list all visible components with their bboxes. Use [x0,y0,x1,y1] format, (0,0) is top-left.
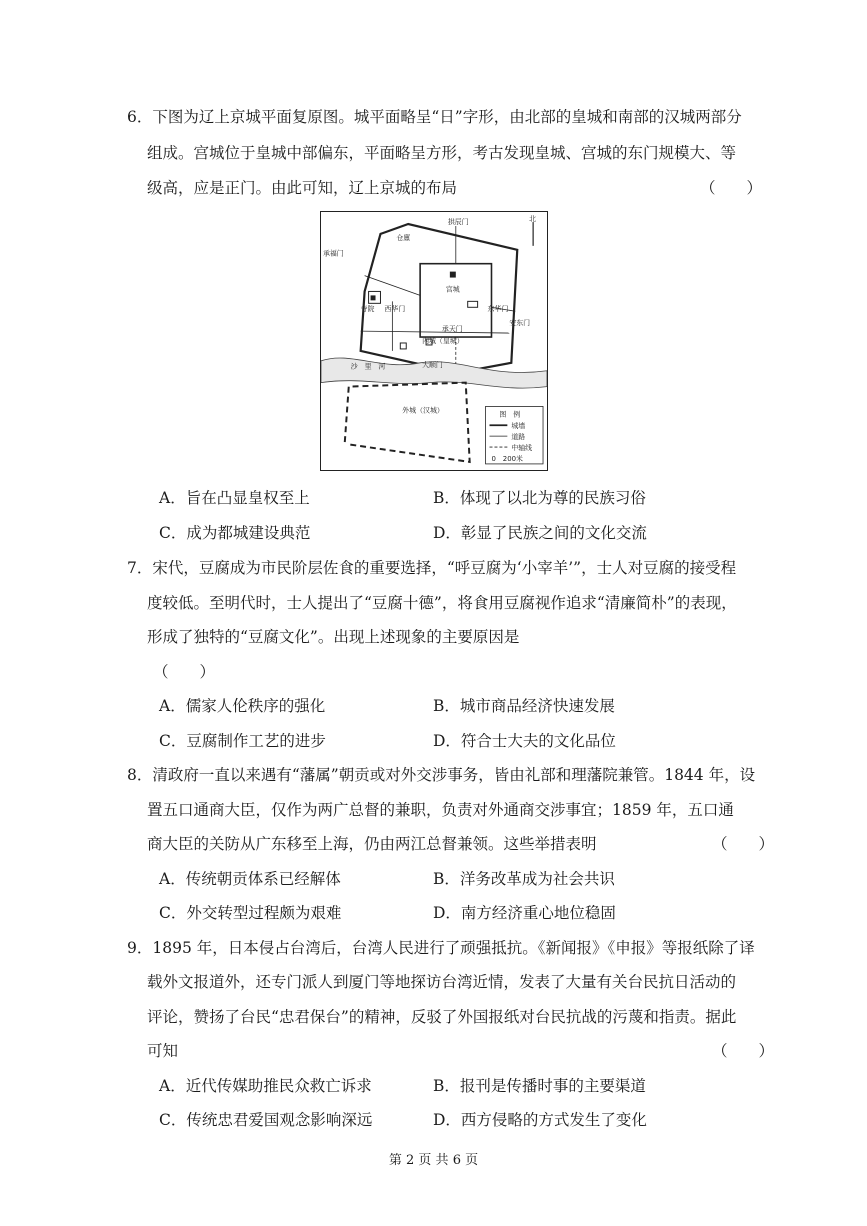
q9-option-b[interactable]: B．报刊是传播时事的主要渠道 [433,1077,646,1095]
map-label-inner-city: 内城（皇城） [422,336,464,345]
map-label-andong: 安东门 [509,319,531,328]
map-label-dashun: 大顺门 [422,360,443,369]
q7-answer-paren: （ ） [153,663,216,681]
q9-option-d[interactable]: D．西方侵略的方式发生了变化 [433,1111,647,1129]
q8-line-1: 8．清政府一直以来遇有“藩属”朝贡或对外交涉事务，皆由礼部和理藩院兼管。1844 年，设 [127,766,756,784]
q9-line-3: 评论，赞扬了台民“忠君保台”的精神，反驳了外国报纸对台民抗战的污蔑和指责。据此 [147,1008,737,1026]
q8-option-b[interactable]: B．洋务改革成为社会共识 [433,870,615,888]
q6-option-c[interactable]: C．成为都城建设典范 [159,524,311,542]
q8-answer-paren: （ ） [712,835,775,853]
map-label-gongchen: 拱辰门 [447,218,469,227]
map-label-chengtian: 承天门 [441,325,463,334]
q9-option-c[interactable]: C．传统忠君爱国观念影响深远 [159,1111,373,1129]
q8-option-a[interactable]: A．传统朝贡体系已经解体 [159,870,341,888]
map-north-label: 北 [529,215,537,224]
q6-answer-paren: （ ） [700,179,763,197]
q9-line-4: 可知 [147,1042,179,1060]
map-label-temple: 寺院 [360,305,375,314]
q6-line-3: 级高，应是正门。由此可知，辽上京城的布局 [147,179,458,197]
q7-line-1: 7．宋代，豆腐成为市民阶层佐食的重要选择，“呼豆腐为‘小宰羊’”，士人对豆腐的接受程 [127,559,737,577]
page-footer: 第 2 页 共 6 页 [388,1153,479,1168]
map-legend-road: 道路 [511,433,526,442]
map-legend-axis: 中轴线 [511,444,533,453]
map-figure [321,212,547,470]
q6-line-1: 6．下图为辽上京城平面复原图。城平面略呈“日”字形，由北部的皇城和南部的汉城两部分 [127,108,742,126]
map-label-river: 沙 里 河 [350,362,386,371]
map-label-granary: 仓廪 [396,233,411,242]
q7-option-a[interactable]: A．儒家人伦秩序的强化 [159,697,326,715]
q9-line-1: 9．1895 年，日本侵占台湾后，台湾人民进行了顽强抵抗。《新闻报》《申报》等报纸除了译 [127,939,755,957]
map-label-west-gate: 承福门 [322,249,344,258]
q9-line-2: 载外文报道外，还专门派人到厦门等地探访台湾近情，发表了大量有关台民抗日活动的 [147,973,737,991]
q6-option-b[interactable]: B．体现了以北为尊的民族习俗 [433,489,646,507]
q7-option-d[interactable]: D．符合士大夫的文化品位 [433,732,616,750]
q7-option-c[interactable]: C．豆腐制作工艺的进步 [159,732,326,750]
q7-line-2: 度较低。至明代时，士人提出了“豆腐十德”，将食用豆腐视作追求“清廉简朴”的表现， [147,594,737,612]
liao-shangjing-map [320,211,548,471]
map-label-donghua: 东华门 [487,305,509,314]
q7-line-3: 形成了独特的“豆腐文化”。出现上述现象的主要原因是 [147,628,520,646]
q6-option-d[interactable]: D．彰显了民族之间的文化交流 [433,524,647,542]
q8-option-c[interactable]: C．外交转型过程颇为艰难 [159,904,342,922]
map-label-palace: 宫城 [445,285,460,294]
q8-option-d[interactable]: D．南方经济重心地位稳固 [433,904,616,922]
q9-answer-paren: （ ） [712,1042,775,1060]
map-legend-wall: 城墙 [511,422,526,431]
q8-line-2: 置五口通商大臣，仅作为两广总督的兼职，负责对外通商交涉事宜；1859 年，五口通 [147,801,734,819]
map-legend-title: 图 例 [499,410,521,419]
q7-option-b[interactable]: B．城市商品经济快速发展 [433,697,615,715]
map-label-xihua: 西华门 [384,305,406,314]
map-label-outer-city: 外城（汉城） [402,406,444,415]
map-scale-label: 0 200米 [491,454,523,463]
q8-line-3: 商大臣的关防从广东移至上海，仍由两江总督兼领。这些举措表明 [147,835,597,853]
q6-line-2: 组成。宫城位于皇城中部偏东，平面略呈方形，考古发现皇城、宫城的东门规模大、等 [147,144,737,162]
q6-option-a[interactable]: A．旨在凸显皇权至上 [159,489,310,507]
q9-option-a[interactable]: A．近代传媒助推民众救亡诉求 [159,1077,372,1095]
